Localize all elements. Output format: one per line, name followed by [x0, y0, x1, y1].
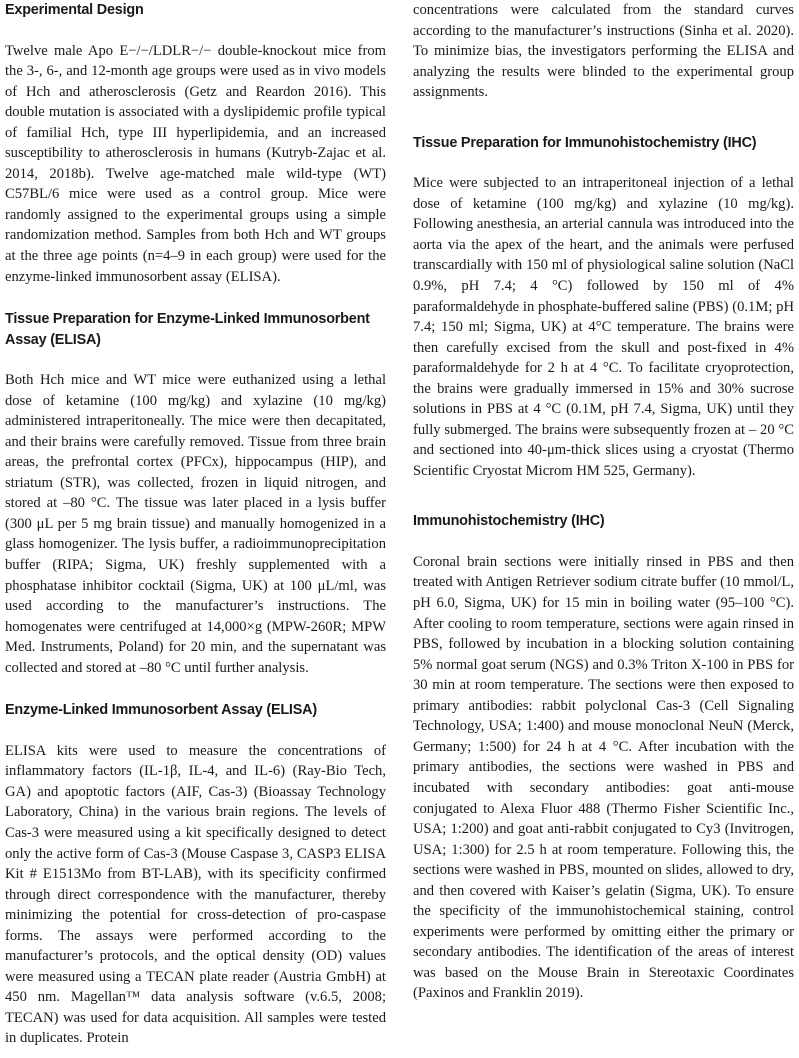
heading-elisa: Enzyme-Linked Immunosorbent Assay (ELISA) [5, 702, 317, 719]
paragraph-tissue-prep-elisa: Both Hch mice and WT mice were euthanized using a lethal dose of ketamine (100 mg/kg) and xylazine (10 mg/kg) administered intraperitoneally. The mice were then decapitated, and their brains were carefully removed. Tissue from three brain areas, the prefrontal cortex (PFCx), hippocampus (HIP), and striatum (STR), was collected, frozen in liquid nitrogen, and stored at –80 °C. The tissue was later placed in a lysis buffer (300 μL per 5 mg brain tissue) and manually homogenized in a glass homogenizer. The lysis buffer, a radioimmunoprecipitation buffer (RIPA; Sigma, UK) freshly supplemented with a phosphatase inhibitor cocktail (Sigma, UK) at 100 μL/ml, was used according to the manufacturer’s instructions. The homogenates were centrifuged at 14,000×g (MPW-260R; MPW Med. Instruments, Poland) for 20 min, and the supernatant was collected and stored at –80 °C until further analysis. [5, 372, 386, 676]
heading-tissue-prep-ihc: Tissue Preparation for Immunohistochemistry (IHC) [413, 134, 757, 151]
paragraph-experimental-design: Twelve male Apo E−/−/LDLR−/− double-knockout mice from the 3-, 6-, and 12-month age groups were used as in vivo models of Hch and atherosclerosis (Getz and Reardon 2016). This double mutation is associated with a dyslipidemic profile typical of familial Hch, type III hyperlipidemia, and an increased susceptibility to atherosclerosis in humans (Kutryb-Zajac et al. 2014, 2018b). Twelve age-matched male wild-type (WT) C57BL/6 mice were used as a control group. Mice were randomly assigned to the experimental groups using a simple randomization method. Samples from both Hch and WT groups at the three age points (n=4–9 in each group) were used for the enzyme-linked immunosorbent assay (ELISA). [5, 42, 386, 285]
right-column [413, 0, 794, 1004]
paragraph-elisa-continued: concentrations were calculated from the standard curves according to the manufacturer’s instructions (Sinha et al. 2020). To minimize bias, the investigators performing the ELISA and analyzing the results were blinded to the experimental group assignments. [413, 2, 794, 101]
paragraph-tissue-prep-ihc: Mice were subjected to an intraperitoneal injection of a lethal dose of ketamine (100 mg/kg) and xylazine (10 mg/kg). Following anesthesia, an arterial cannula was introduced into the aorta via the apex of the heart, and the animals were perfused transcardially with 150 ml of physiological saline solution (NaCl 0.9%, pH 7.4; 4 °C) followed by 150 ml of 4% paraformaldehyde in phosphate-buffered saline (PBS) (0.1M; pH 7.4; 150 ml; Sigma, UK) at 4°C temperature. The brains were then carefully excised from the skull and post-fixed in 4% paraformaldehyde for 2 h at 4 °C. To facilitate cryoprotection, the brains were gradually immersed in 15% and 30% sucrose solutions in PBS at 4 °C (0.1M, pH 7.4, Sigma, UK) until they fully submerged. The brains were subsequently frozen at – 20 °C and sectioned into 40-μm-thick slices using a cryostat (Thermo Scientific Cryostat Microm HM 525, Germany). [413, 175, 794, 479]
paragraph-ihc: Coronal brain sections were initially rinsed in PBS and then treated with Antigen Retriever sodium citrate buffer (10 mmol/L, pH 6.0, Sigma, UK) for 15 min in boiling water (95–100 °C). After cooling to room temperature, sections were again rinsed in PBS, followed by incubation in a blocking solution containing 5% normal goat serum (NGS) and 0.3% Triton X-100 in PBS for 30 min at room temperature. The sections were then exposed to primary antibodies: rabbit polyclonal Cas-3 (Cell Signaling Technology, USA; 1:400) and mouse monoclonal NeuN (Merck, Germany; 1:500) for 24 h at 4 °C. After incubation with the primary antibodies, the sections were washed in PBS and incubated with secondary antibodies: goat anti-mouse conjugated to Alexa Fluor 488 (Thermo Fisher Scientific Inc., USA; 1:200) and goat anti-rabbit conjugated to Cy3 (Invitrogen, USA; 1:300) for 2.5 h at room temperature. Following this, the sections were washed in PBS, mounted on slides, allowed to dry, and then covered with Kaiser’s gelatin (Sigma, UK). To ensure the specificity of the immunohistochemical staining, control experiments were performed by omitting either the primary or secondary antibodies. The identification of the areas of interest was based on the Mouse Brain in Stereotaxic Coordinates (Paxinos and Franklin 2019). [413, 553, 794, 1002]
left-column [5, 0, 386, 1049]
heading-tissue-prep-elisa: Tissue Preparation for Enzyme-Linked Immunosorbent Assay (ELISA) [5, 311, 370, 348]
paragraph-elisa: ELISA kits were used to measure the concentrations of inflammatory factors (IL-1β, IL-4, and IL-6) (Ray-Bio Tech, GA) and apoptotic factors (AIF, Cas-3) (Bioassay Technology Laboratory, China) in the various brain regions. The levels of Cas-3 were measured using a kit specifically designed to detect only the active form of Cas-3 (Mouse Caspase 3, CASP3 ELISA Kit # E1513Mo from BT-LAB), with its specificity confirmed through direct correspondence with the manufacturer, thereby minimizing the potential for cross-detection of pro-caspase forms. The assays were performed according to the manufacturer’s protocols, and the optical density (OD) values were measured using a TECAN plate reader (Austria GmbH) at 450 nm. Magellan™ data analysis software (v.6.5, 2008; TECAN) was used for data acquisition. All samples were tested in duplicates. Protein [5, 742, 386, 1047]
heading-experimental-design: Experimental Design [5, 2, 144, 18]
heading-ihc: Immunohistochemistry (IHC) [413, 513, 605, 530]
